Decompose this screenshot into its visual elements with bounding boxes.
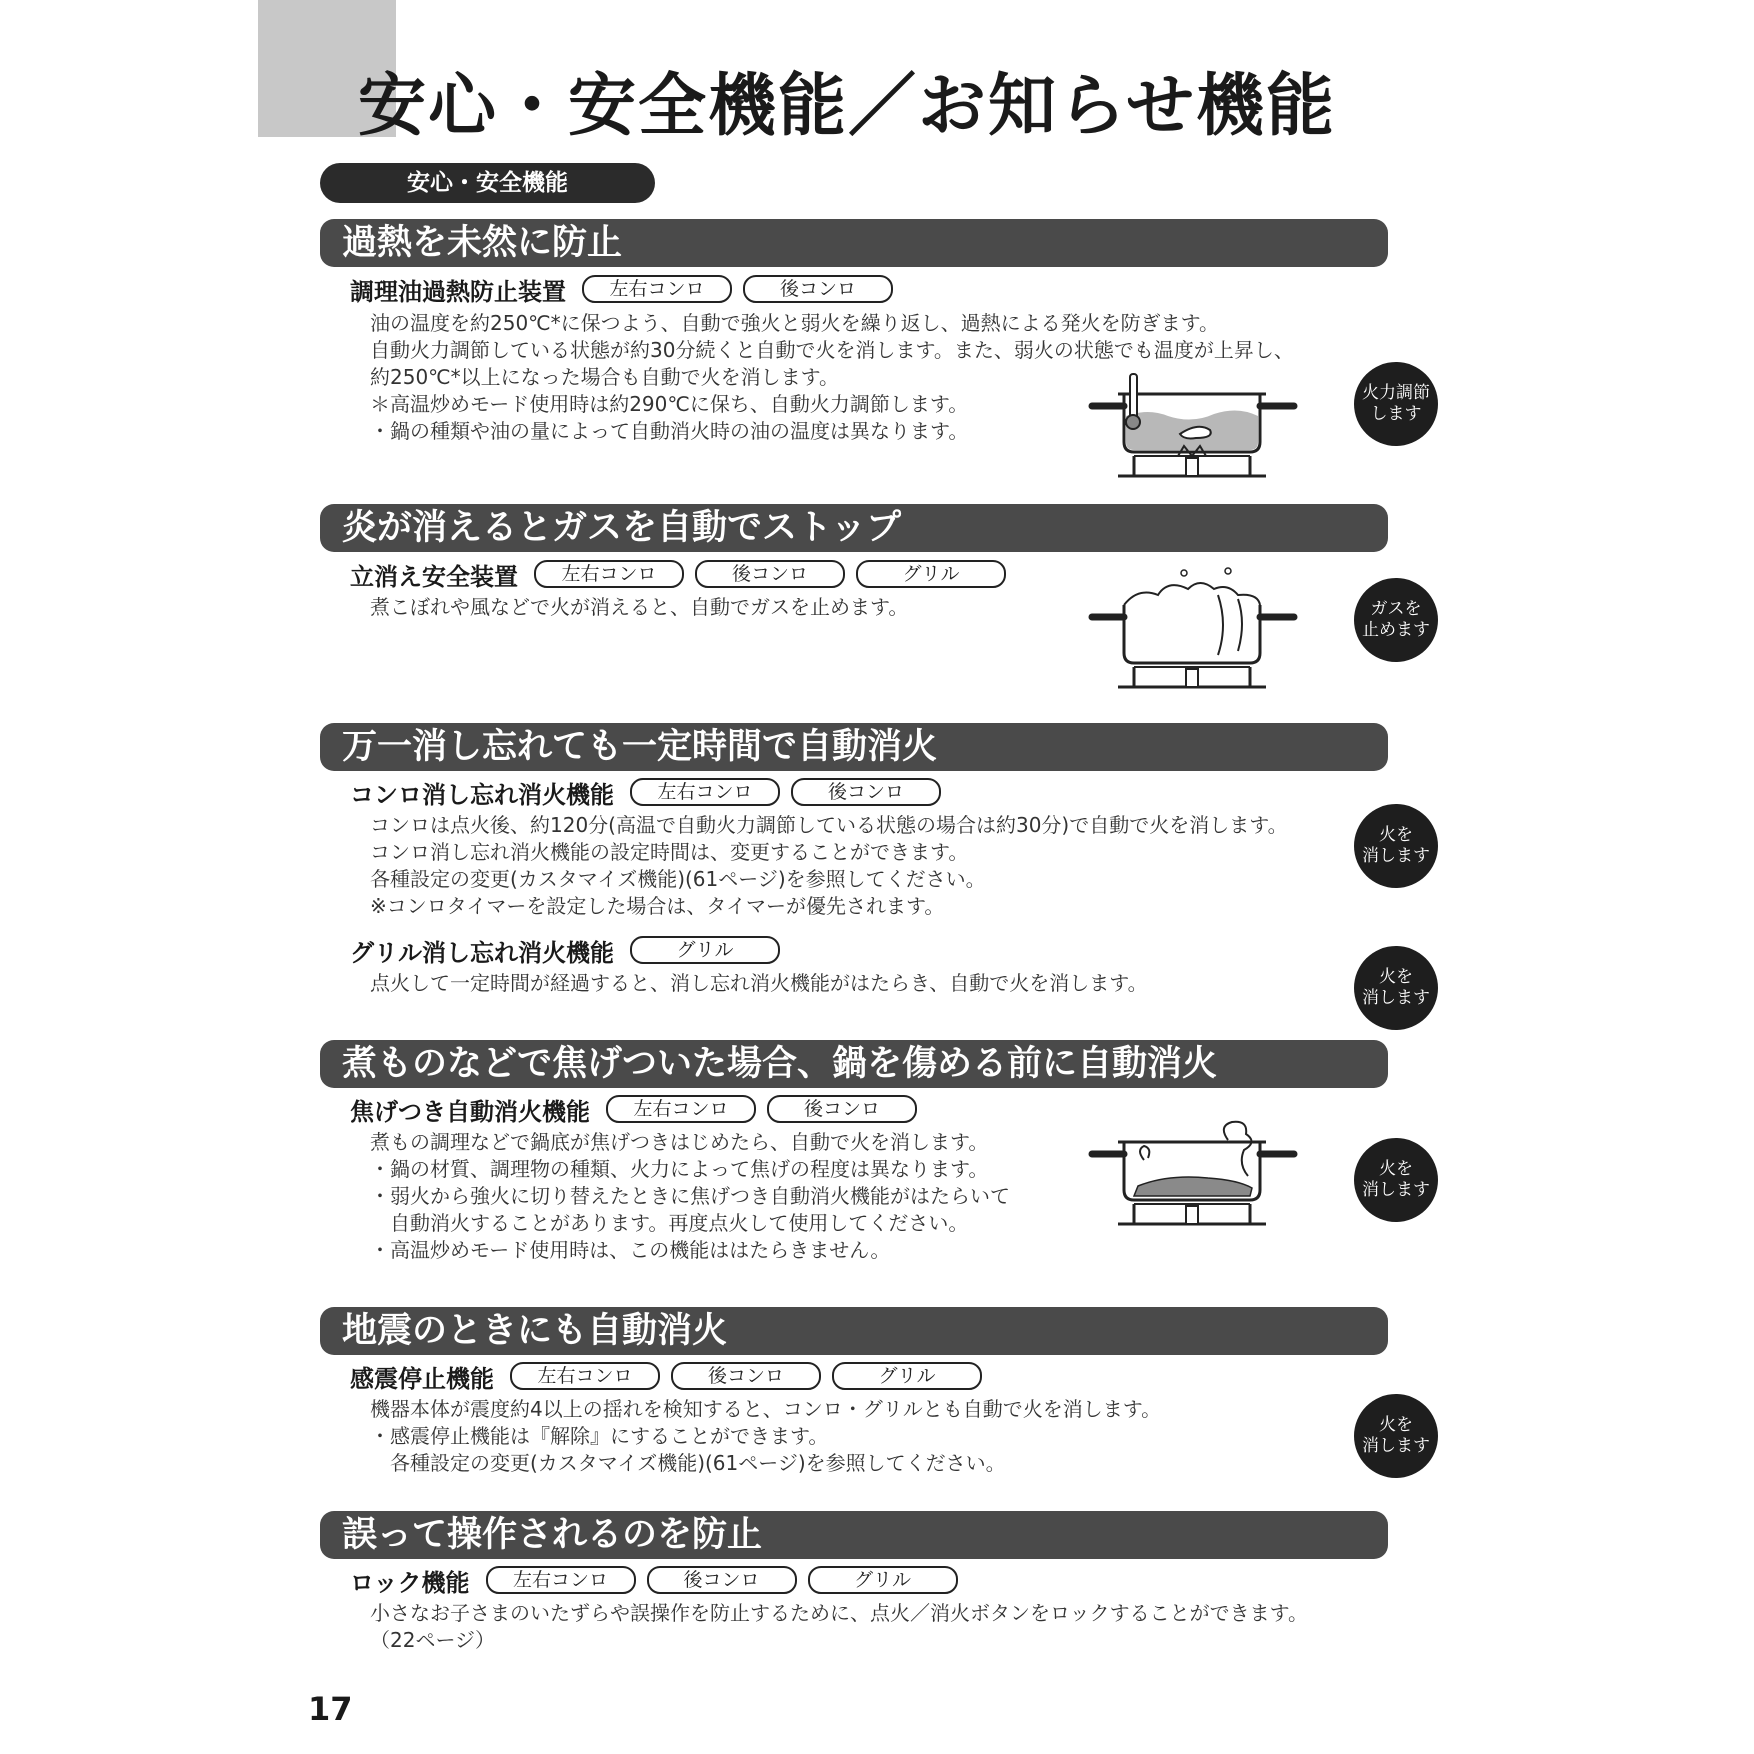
oil-pot-icon: [1088, 372, 1298, 480]
tag-rear-burner: 後コンロ: [791, 778, 941, 806]
tag-grill: グリル: [808, 1566, 958, 1594]
feature-name: 感震停止機能: [350, 1364, 494, 1393]
desc-line: 各種設定の変更(カスタマイズ機能)(61ページ)を参照してください。: [370, 1451, 1006, 1475]
desc-line: 小さなお子さまのいたずらや誤操作を防止するために、点火／消火ボタンをロックすることができます。: [370, 1601, 1308, 1625]
tag-left-right-burner: 左右コンロ: [510, 1362, 660, 1390]
section-label: 安心・安全機能: [320, 163, 655, 203]
desc-line: ・鍋の材質、調理物の種類、火力によって焦げの程度は異なります。: [370, 1157, 989, 1181]
desc-line: 機器本体が震度約4以上の揺れを検知すると、コンロ・グリルとも自動で火を消します。: [370, 1397, 1162, 1421]
boil-over-pot-icon: [1088, 565, 1298, 691]
heading-overheat: 過熱を未然に防止: [320, 219, 1388, 267]
badge-line: 火を: [1379, 1415, 1413, 1435]
desc-line: ・鍋の種類や油の量によって自動消火時の油の温度は異なります。: [370, 419, 969, 443]
desc-line: 自動火力調節している状態が約30分続くと自動で火を消します。また、弱火の状態でも温度が上昇し、: [370, 338, 1294, 362]
desc-line: （22ページ）: [370, 1628, 496, 1652]
badge-line: 消します: [1362, 846, 1430, 866]
badge-line: 消します: [1362, 988, 1430, 1008]
feature-grill-auto-off: [350, 934, 791, 966]
badge-line: 消します: [1362, 1436, 1430, 1456]
tag-rear-burner: 後コンロ: [695, 560, 845, 588]
tag-left-right-burner: 左右コンロ: [606, 1095, 756, 1123]
desc-line: 自動消火することがあります。再度点火して使用してください。: [370, 1211, 969, 1235]
tag-rear-burner: 後コンロ: [647, 1566, 797, 1594]
feature-name: 調理油過熱防止装置: [350, 277, 566, 306]
badge-line: 火を: [1379, 1159, 1413, 1179]
tag-grill: グリル: [630, 936, 780, 964]
tag-left-right-burner: 左右コンロ: [486, 1566, 636, 1594]
desc-line: ・弱火から強火に切り替えたときに焦げつき自動消火機能がはたらいて: [370, 1184, 1010, 1208]
badge-line: 火を: [1379, 967, 1413, 987]
tag-left-right-burner: 左右コンロ: [534, 560, 684, 588]
desc-line: 煮こぼれや風などで火が消えると、自動でガスを止めます。: [370, 595, 909, 619]
status-badge: [1354, 362, 1438, 446]
feature-name: グリル消し忘れ消火機能: [350, 938, 614, 967]
tag-left-right-burner: 左右コンロ: [630, 778, 780, 806]
badge-line: 火力調節: [1362, 383, 1430, 403]
tag-rear-burner: 後コンロ: [767, 1095, 917, 1123]
desc-line: ※コンロタイマーを設定した場合は、タイマーが優先されます。: [370, 894, 945, 918]
desc-line: コンロは点火後、約120分(高温で自動火力調節している状態の場合は約30分)で自動で火を消します。: [370, 813, 1288, 837]
tag-grill: グリル: [856, 560, 1006, 588]
feature-scorch-auto-off: [350, 1093, 928, 1125]
feature-name: 立消え安全装置: [350, 562, 518, 591]
heading-lock: 誤って操作されるのを防止: [320, 1511, 1388, 1559]
feature-name: コンロ消し忘れ消火機能: [350, 780, 614, 809]
page-title: 安心・安全機能／お知らせ機能: [358, 67, 1336, 146]
status-badge: [1354, 1394, 1438, 1478]
feature-flame-failure: [350, 558, 1017, 590]
feature-name: 焦げつき自動消火機能: [350, 1097, 590, 1126]
desc-line: ＊高温炒めモード使用時は約290℃に保ち、自動火力調節します。: [370, 392, 969, 416]
desc-line: ・高温炒めモード使用時は、この機能ははたらきません。: [370, 1238, 891, 1262]
tag-left-right-burner: 左右コンロ: [582, 275, 732, 303]
desc-line: 約250℃*以上になった場合も自動で火を消します。: [370, 365, 840, 389]
feature-seismic-shutoff: [350, 1360, 993, 1392]
heading-auto-off: 万一消し忘れても一定時間で自動消火: [320, 723, 1388, 771]
status-badge: [1354, 946, 1438, 1030]
badge-line: 消します: [1362, 1180, 1430, 1200]
desc-line: 油の温度を約250℃*に保つよう、自動で強火と弱火を繰り返し、過熱による発火を防ぎます。: [370, 311, 1220, 335]
desc-line: コンロ消し忘れ消火機能の設定時間は、変更することができます。: [370, 840, 969, 864]
page-number: 17: [308, 1690, 353, 1728]
heading-flame-out: 炎が消えるとガスを自動でストップ: [320, 504, 1388, 552]
feature-burner-auto-off: [350, 776, 952, 808]
heading-scorch: 煮ものなどで焦げついた場合、鍋を傷める前に自動消火: [320, 1040, 1388, 1088]
status-badge: [1354, 804, 1438, 888]
desc-line: 点火して一定時間が経過すると、消し忘れ消火機能がはたらき、自動で火を消します。: [370, 971, 1148, 995]
desc-line: 各種設定の変更(カスタマイズ機能)(61ページ)を参照してください。: [370, 867, 986, 891]
feature-name: ロック機能: [350, 1568, 470, 1597]
badge-line: ガスを: [1370, 599, 1422, 619]
desc-line: 煮もの調理などで鍋底が焦げつきはじめたら、自動で火を消します。: [370, 1130, 989, 1154]
feature-oil-overheat: [350, 273, 904, 305]
badge-line: 止めます: [1362, 620, 1430, 640]
feature-description: [370, 1129, 1010, 1264]
desc-line: ・感震停止機能は『解除』にすることができます。: [370, 1424, 829, 1448]
status-badge: [1354, 1138, 1438, 1222]
feature-description: [370, 594, 908, 621]
badge-line: します: [1370, 404, 1422, 424]
tag-rear-burner: 後コンロ: [671, 1362, 821, 1390]
status-badge: [1354, 578, 1438, 662]
feature-lock: [350, 1564, 969, 1596]
feature-description: [370, 1396, 1161, 1477]
scorched-pot-icon: [1088, 1120, 1298, 1228]
badge-line: 火を: [1379, 825, 1413, 845]
heading-earthquake: 地震のときにも自動消火: [320, 1307, 1388, 1355]
tag-grill: グリル: [832, 1362, 982, 1390]
feature-description: [370, 1600, 1308, 1654]
feature-description: [370, 812, 1288, 920]
tag-rear-burner: 後コンロ: [743, 275, 893, 303]
feature-description: [370, 970, 1148, 997]
